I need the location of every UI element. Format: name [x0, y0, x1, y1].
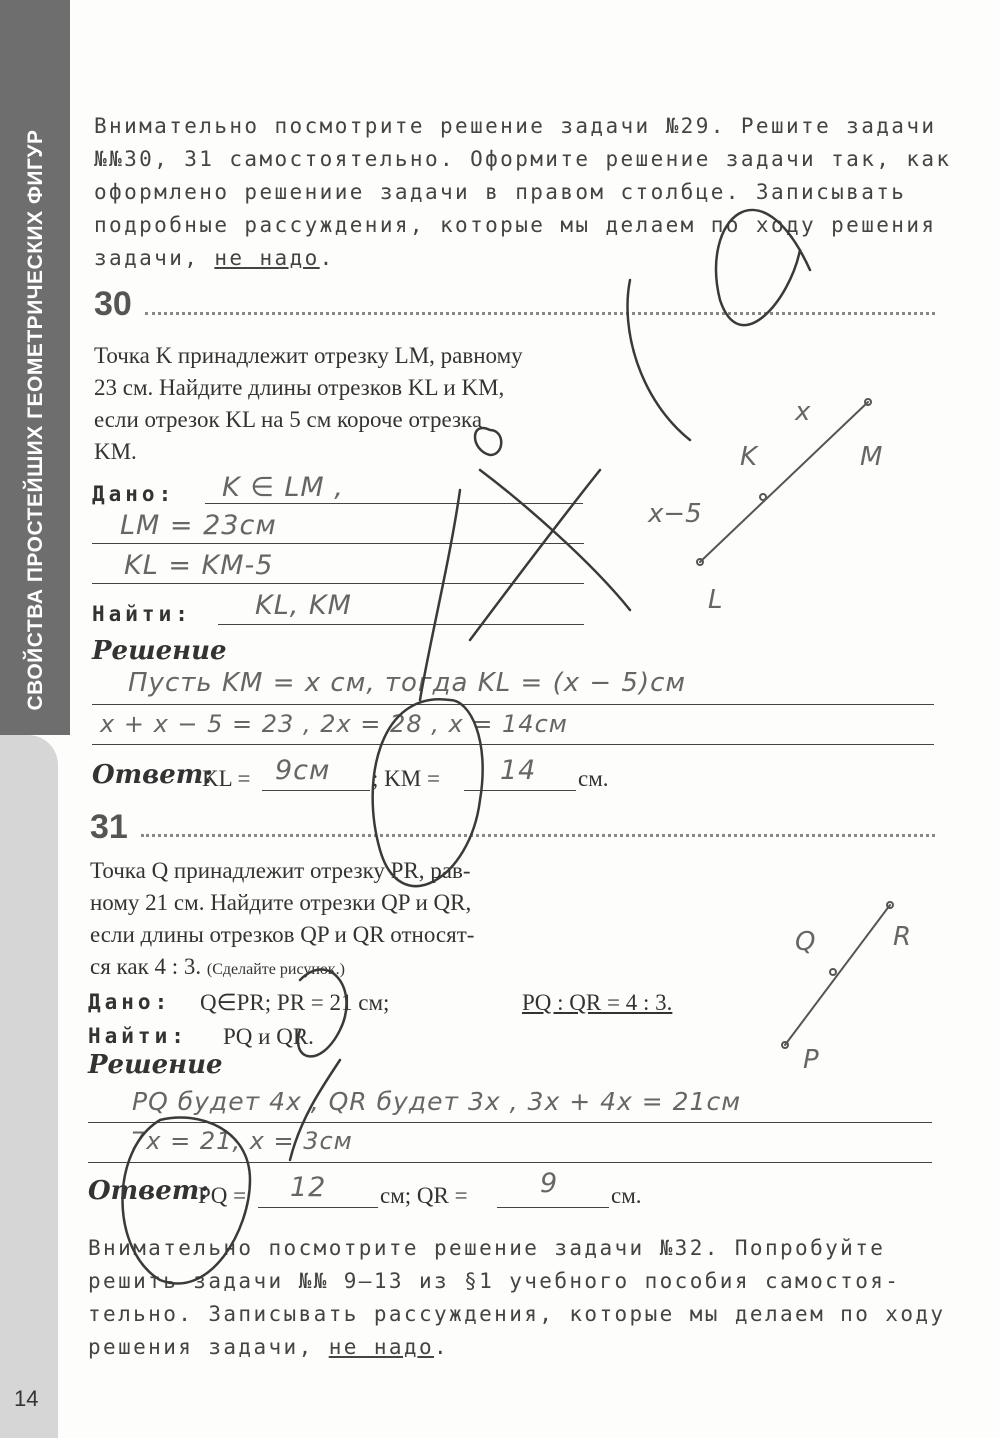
task-30-answer-km: 14 [500, 755, 537, 786]
task-31-solution-2: 7x = 21, x = 3см [130, 1127, 353, 1155]
task-30-find: KL, KM [255, 590, 352, 621]
task-30-answer-kl: 9см [275, 755, 331, 786]
task-30-find-label: Найти: [92, 602, 192, 626]
page-number: 14 [14, 1386, 39, 1411]
task-31-answer-label: Ответ: [88, 1176, 209, 1206]
task-31-number: 31 [90, 808, 128, 846]
task-30-solution-1: Пусть KM = x см, тогда KL = (x − 5)см [128, 668, 687, 698]
task-31-text-line: ся как 4 : 3. (Сделайте рисунок.) [90, 954, 345, 979]
task-30-answer-km-label: ; KM = [372, 766, 440, 791]
outro-line: тельно. Записывать рассуждения, которые мы делаем по ходу [88, 1302, 946, 1326]
task-31-given-label: Дано: [88, 990, 172, 1014]
outro-line: решить задачи №№ 9–13 из §1 учебного пособия самостоя- [88, 1269, 901, 1293]
task-30-solution-2: x + x − 5 = 23 , 2x = 28 , x = 14см [100, 710, 568, 738]
fig31-label-r: R [893, 922, 912, 952]
task-31-answer-qr: 9 [540, 1168, 559, 1199]
outro-underlined: не надо [328, 1335, 435, 1359]
task-31-answer-pq-label: PQ = [198, 1183, 247, 1208]
task-30-text-line: Точка K принадлежит отрезку LM, равному [94, 343, 523, 368]
segment-pr [785, 905, 890, 1045]
outro-line: Внимательно посмотрите решение задачи №32. Попробуйте [88, 1236, 886, 1260]
task-31-text-line: ному 21 см. Найдите отрезки QP и QR, [90, 890, 472, 915]
point-q [830, 969, 836, 975]
task-31-answer-pq: 12 [290, 1172, 327, 1203]
task-30-number: 30 [94, 285, 132, 323]
task-31-solution-label: Решение [88, 1050, 223, 1080]
fig30-label-l: L [708, 585, 723, 615]
task-31-given: Q∈PR; PR = 21 см; [200, 990, 390, 1015]
task-31-text-line: Точка Q принадлежит отрезку PR, рав- [90, 858, 471, 883]
task-30-text-line: 23 см. Найдите длины отрезков KL и KM, [94, 375, 505, 400]
fig31-label-p: P [803, 1045, 819, 1075]
fig30-label-k: K [740, 442, 758, 472]
intro-line: оформлено решениие задачи в правом столбце. Записывать [94, 180, 907, 204]
segment-lm [700, 402, 868, 562]
intro-line: подробные рассуждения, которые мы делаем по ходу решения [94, 213, 937, 237]
fig30-label-x: x [795, 397, 811, 427]
fig31-label-q: Q [795, 927, 816, 957]
task-30-solution-label: Решение [92, 636, 227, 666]
task-30-answer-label: Ответ: [92, 760, 213, 790]
task-30-given-2: LM = 23см [120, 510, 277, 541]
task-30-answer-unit: см. [578, 766, 609, 791]
task-31-answer-pq-unit: см; QR = [380, 1183, 468, 1208]
task-30-text-line: если отрезок KL на 5 см короче отрезка [94, 407, 483, 432]
task-30-given-label: Дано: [92, 482, 176, 506]
task-30-answer-kl-label: KL = [202, 766, 251, 791]
task-31-note: (Сделайте рисунок.) [206, 961, 345, 978]
sidebar-title: СВОЙСТВА ПРОСТЕЙШИХ ГЕОМЕТРИЧЕСКИХ ФИГУР [24, 129, 47, 711]
intro-line: задачи, не надо. [94, 246, 335, 270]
fig30-label-m: M [860, 442, 883, 472]
task-30-given-3: KL = KM-5 [124, 550, 274, 581]
point-k [760, 494, 766, 500]
task-31-answer-unit: см. [611, 1183, 642, 1208]
outro-line: решения задачи, не надо. [88, 1335, 450, 1359]
intro-line: Внимательно посмотрите решение задачи №29. Решите задачи [94, 114, 937, 138]
intro-underlined: не надо [214, 246, 320, 270]
task-31-find-label: Найти: [88, 1024, 188, 1048]
task-30-text-line: KM. [94, 439, 137, 464]
pencil-scribble [123, 210, 811, 1284]
task-30-given-1: K ∈ LM , [222, 472, 344, 503]
task-31-given-ratio: PQ : QR = 4 : 3. [522, 990, 673, 1015]
task-31-find: PQ и QR. [223, 1024, 314, 1049]
intro-line: №№30, 31 самостоятельно. Оформите решение задачи так, как [94, 147, 952, 171]
fig30-label-x-5: x−5 [648, 499, 702, 529]
task-31-text-line: если длины отрезков QP и QR относят- [90, 922, 475, 947]
task-31-solution-1: PQ будет 4x , QR будет 3x , 3x + 4x = 21см [132, 1087, 742, 1116]
